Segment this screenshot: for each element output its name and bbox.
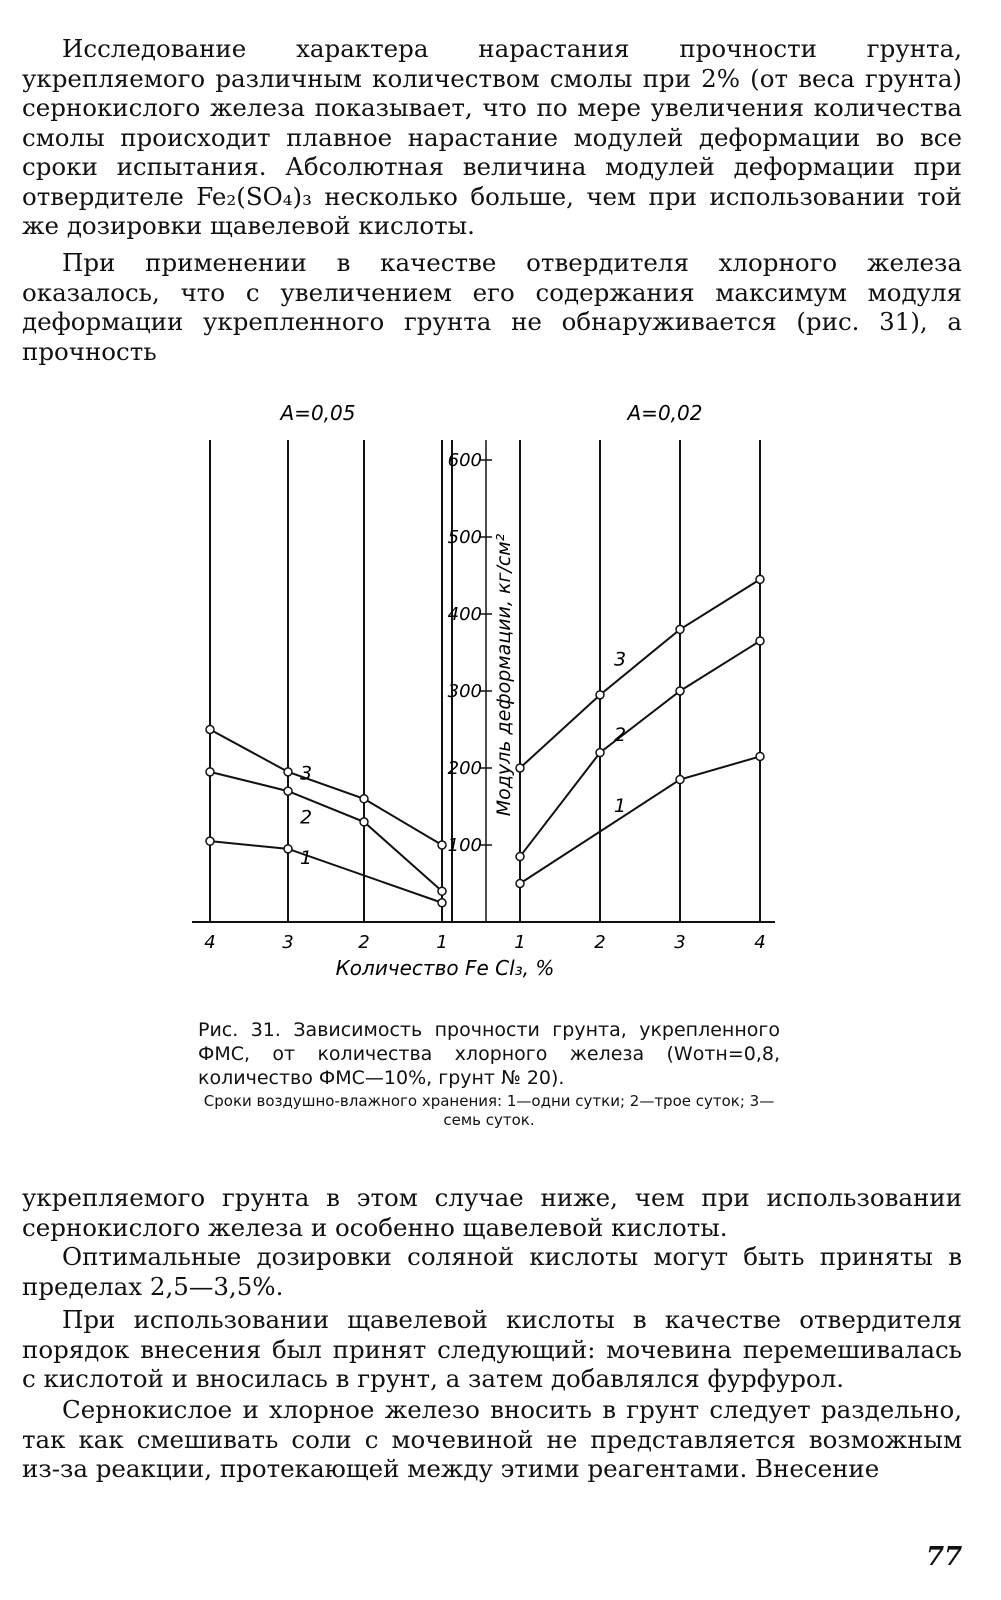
right-series-label: 2 — [613, 723, 627, 746]
left-series-label: 2 — [299, 806, 313, 829]
y-tick-label: 300 — [447, 681, 482, 702]
x-axis-label: Количество Fe Cl₃, % — [335, 956, 555, 980]
right-series-1-point — [756, 752, 764, 760]
paragraph-3: укрепляемого грунта в этом случае ниже, чем при использовании сернокислого железа и особенно щавелевой кислоты. — [22, 1183, 962, 1242]
left-series-1-line — [210, 841, 442, 903]
left-series-3-point — [284, 768, 292, 776]
left-series-2-point — [438, 887, 446, 895]
paragraph-6: Сернокислое и хлорное железо вносить в грунт следует раздельно, так как смешивать соли с мочевиной не представляется возможным из-за реакции, протекающей между этими реагентами. Внесение — [22, 1395, 962, 1483]
left-series-label: 1 — [299, 846, 313, 869]
right-series-3-point — [756, 575, 764, 583]
right-series-1-point — [676, 776, 684, 784]
left-series-label: 3 — [299, 762, 313, 785]
left-series-2-point — [284, 787, 292, 795]
left-series-2-point — [360, 818, 368, 826]
left-series-3-point — [206, 726, 214, 734]
left-series-3-line — [210, 730, 442, 846]
right-series-2-point — [516, 853, 524, 861]
x-tick-label-right: 2 — [594, 932, 606, 953]
x-tick-label-left: 3 — [282, 932, 294, 953]
right-series-1-line — [520, 756, 760, 883]
right-series-3-point — [516, 764, 524, 772]
left-series-1-point — [206, 837, 214, 845]
x-tick-label-left: 4 — [204, 932, 216, 953]
y-tick-label: 600 — [447, 450, 482, 471]
x-tick-label-left: 1 — [436, 932, 448, 953]
right-series-3-line — [520, 579, 760, 768]
paragraph-2: При применении в качестве отвердителя хлорного железа оказалось, что с увеличением его содержания максимум модуля деформации укрепленного грунта не обнаруживается (рис. 31), а прочность — [22, 248, 962, 366]
x-tick-label-right: 4 — [754, 932, 766, 953]
left-series-3-point — [438, 841, 446, 849]
right-series-label: 1 — [613, 794, 627, 817]
left-series-1-point — [438, 899, 446, 907]
x-tick-label-right: 3 — [674, 932, 686, 953]
caption-main: Рис. 31. Зависимость прочности грунта, укрепленного ФМС, от количества хлорного железа (Wотн=0,8, количество ФМС—10%, грунт № 20). — [198, 1019, 780, 1089]
right-series-3-point — [676, 625, 684, 633]
x-tick-label-right: 1 — [514, 932, 526, 953]
right-series-3-point — [596, 691, 604, 699]
y-tick-label: 100 — [447, 835, 482, 856]
page-number: 77 — [926, 1542, 963, 1572]
right-series-label: 3 — [613, 648, 627, 671]
left-panel-label: A=0,05 — [280, 401, 356, 425]
right-panel-label: A=0,02 — [627, 401, 703, 425]
left-series-2-line — [210, 772, 442, 891]
y-tick-label: 400 — [447, 604, 482, 625]
y-axis-label: Модуль деформации, кг/см² — [493, 533, 515, 817]
right-series-2-point — [756, 637, 764, 645]
x-tick-label-left: 2 — [358, 932, 370, 953]
left-series-1-point — [284, 845, 292, 853]
right-series-2-line — [520, 641, 760, 857]
right-series-2-point — [596, 749, 604, 757]
y-tick-label: 200 — [447, 758, 482, 779]
y-tick-label: 500 — [447, 527, 482, 548]
right-series-1-point — [516, 880, 524, 888]
figure-31-chart — [0, 390, 1001, 990]
paragraph-5: При использовании щавелевой кислоты в качестве отвердителя порядок внесения был принят следующий: мочевина перемешивалась с кислотой и вносилась в грунт, а затем добавлялся фурфурол. — [22, 1305, 962, 1393]
paragraph-1: Исследование характера нарастания прочности грунта, укрепляемого различным количеством смолы при 2% (от веса грунта) сернокислого железа показывает, что по мере увеличения количества смолы происходит плавное нарастание модулей деформации во все сроки испытания. Абсолютная величина модулей деформации при отвердителе Fe₂(SO₄)₃ несколько больше, чем при использовании той же дозировки щавелевой кислоты. — [22, 34, 962, 240]
caption-sub: Сроки воздушно-влажного хранения: 1—одни сутки; 2—трое суток; 3—семь суток. — [203, 1092, 775, 1129]
left-series-2-point — [206, 768, 214, 776]
figure-caption — [198, 1018, 780, 1130]
left-series-3-point — [360, 795, 368, 803]
right-series-2-point — [676, 687, 684, 695]
paragraph-4: Оптимальные дозировки соляной кислоты могут быть приняты в пределах 2,5—3,5%. — [22, 1242, 962, 1301]
